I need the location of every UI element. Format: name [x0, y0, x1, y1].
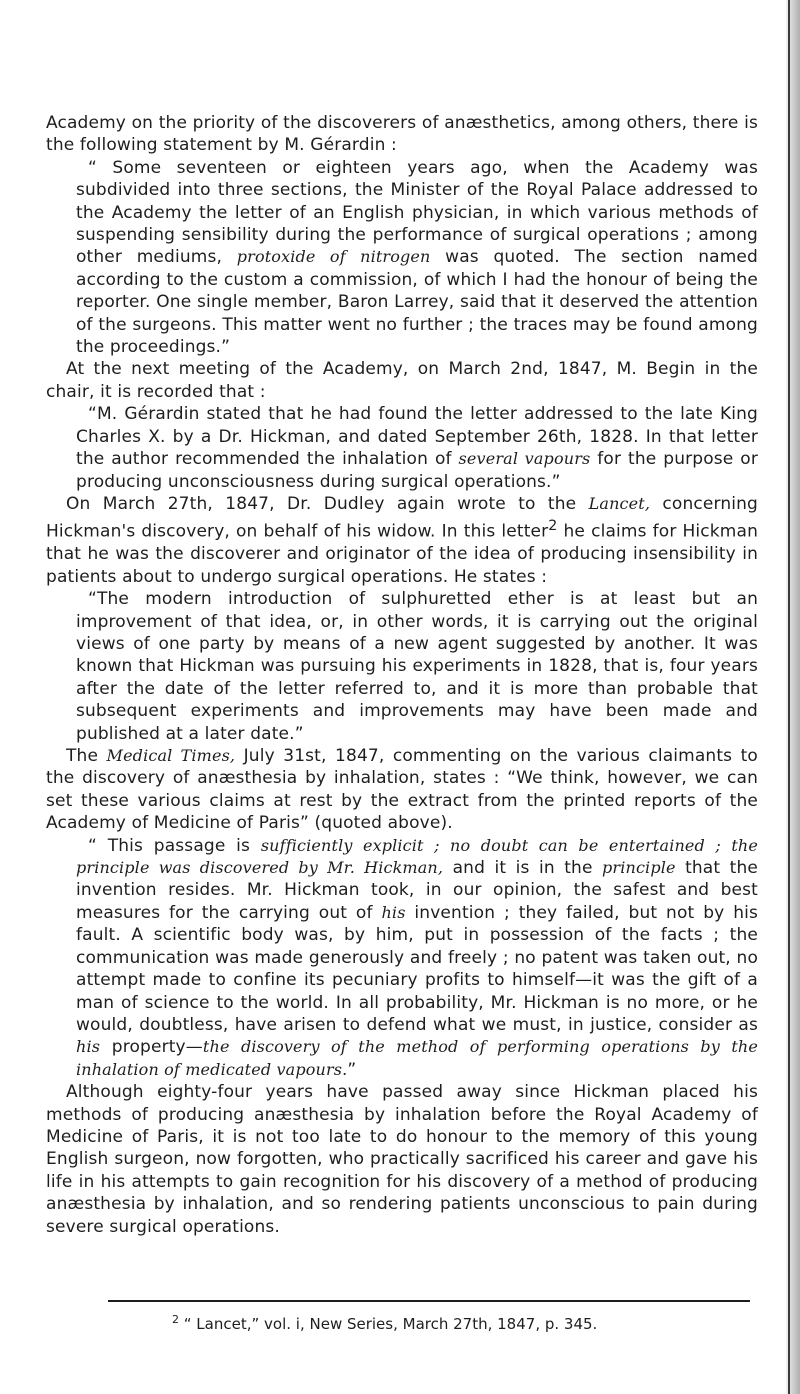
quote-this-passage — [76, 835, 758, 1081]
italic-run: Lancet, — [588, 493, 651, 513]
body-text — [46, 112, 758, 1238]
paragraph-intro — [46, 112, 758, 157]
text-run: “M. Gérardin stated that he had found the letter addressed to the late King Charles X. by a Dr. Hickman, and dated September 26th, 1828. In that letter the author recommended the inhalation of — [76, 404, 758, 470]
text-run: concerning Hickman's discovery, on behalf of his widow. In this letter — [46, 493, 758, 542]
text-run: Although eighty-four years have passed away since Hickman placed his methods of producing anæsthesia by inhalation before the Royal Academy of Medicine of Paris, it is not too late to do honour to the memory of this young English surgeon, now forgotten, who practically sacrificed his career and gave his life in his attempts to gain recognition for his discovery of a method of producing anæsthesia by inhalation, and so rendering patients unconscious to pain during severe surgical operations. — [46, 1082, 758, 1237]
text-run: he claims for Hickman that he was the discoverer and originator of the idea of producing insensibility in patients about to undergo surgical operations. He states : — [46, 521, 758, 587]
text-run: “ Some seventeen or eighteen years ago, when the Academy was subdivided into three sections, the Minister of the Royal Palace addressed to the Academy the letter of an English physician, in which various methods of suspending sensibility during the performance of surgical operations ; among other mediums, — [76, 157, 758, 268]
italic-run: principle — [602, 858, 676, 878]
quote-gerardin-report — [76, 157, 758, 359]
text-run: that the invention resides. Mr. Hickman took, in our opinion, the safest and best measures for the carrying out of — [76, 858, 758, 923]
text-run: ” — [347, 1059, 357, 1080]
italic-run: the discovery of the method of performing operations by the inhalation of medicated vapours. — [76, 1037, 759, 1079]
italic-run: sufficiently explicit ; no doubt can be entertained ; the principle was discovered by Mr. Hickman, — [76, 835, 758, 878]
italic-run: his — [76, 1037, 101, 1057]
text-run: invention ; they failed, but not by his fault. A scientific body was, by him, put in possession of the facts ; the communication was made generously and freely ; no patent was taken out, no attempt made to confine its pecuniary profits to himself—it was the gift of a man of science to the world. In all probability, Mr. Hickman is no more, or he would, doubtless, have arisen to defend what we must, in justice, consider as — [76, 902, 758, 1035]
text-run: was quoted. The section named according to the custom a commission, of which I had the honour of being the reporter. One single member, Baron Larrey, said that it deserved the attention of the surgeons. This matter went no further ; the traces may be found among the proceedings.” — [76, 247, 758, 358]
text-run: The — [66, 746, 107, 767]
paragraph-medical-times — [46, 745, 758, 835]
paragraph-academy-meeting — [46, 358, 758, 403]
text-run: Academy on the priority of the discoverers of anæsthetics, among others, there is the following statement by M. Gérardin : — [46, 113, 758, 156]
footnote-text: “ Lancet,” vol. i, New Series, March 27th, 1847, p. 345. — [179, 1315, 598, 1333]
text-run: On March 27th, 1847, Dr. Dudley again wrote to the — [66, 493, 589, 514]
text-run: and it is in the — [443, 858, 603, 879]
text-run: At the next meeting of the Academy, on March 2nd, 1847, M. Begin in the chair, it is recorded that : — [46, 359, 758, 402]
text-run: July 31st, 1847, commenting on the various claimants to the discovery of anæsthesia by inhalation, states : “We think, however, we can set these various claims at rest by the extract from the printed reports of the Academy of Medicine of Paris” (quoted above). — [46, 746, 758, 834]
italic-run: several vapours — [458, 449, 591, 469]
footnote-number: 2 — [172, 1313, 179, 1326]
text-run: “The modern introduction of sulphuretted ether is at least but an improvement of that idea, or, in other words, it is carrying out the original views of one party by means of a new agent suggested by another. It was known that Hickman was pursuing his experiments in 1828, that is, four years after the date of the letter referred to, and it is more than probable that subsequent experiments and improvements may have been made and published at a later date.” — [76, 589, 758, 744]
text-run: “ This passage is — [88, 835, 261, 856]
footnote-rule — [108, 1300, 750, 1302]
footnote-marker: 2 — [548, 518, 558, 535]
italic-run: Medical Times, — [106, 746, 236, 766]
italic-run: his — [381, 902, 406, 922]
quote-sulphuretted-ether — [76, 588, 758, 745]
paragraph-dudley-letter — [46, 493, 758, 588]
italic-run: protoxide of nitrogen — [236, 247, 431, 267]
footnote — [172, 1311, 597, 1333]
text-run: for the purpose or producing unconsciousness during surgical operations.” — [76, 449, 758, 492]
page-edge-line — [788, 0, 790, 1394]
text-run: property— — [100, 1037, 203, 1058]
quote-gerardin-letter — [76, 403, 758, 493]
paragraph-conclusion — [46, 1081, 758, 1238]
